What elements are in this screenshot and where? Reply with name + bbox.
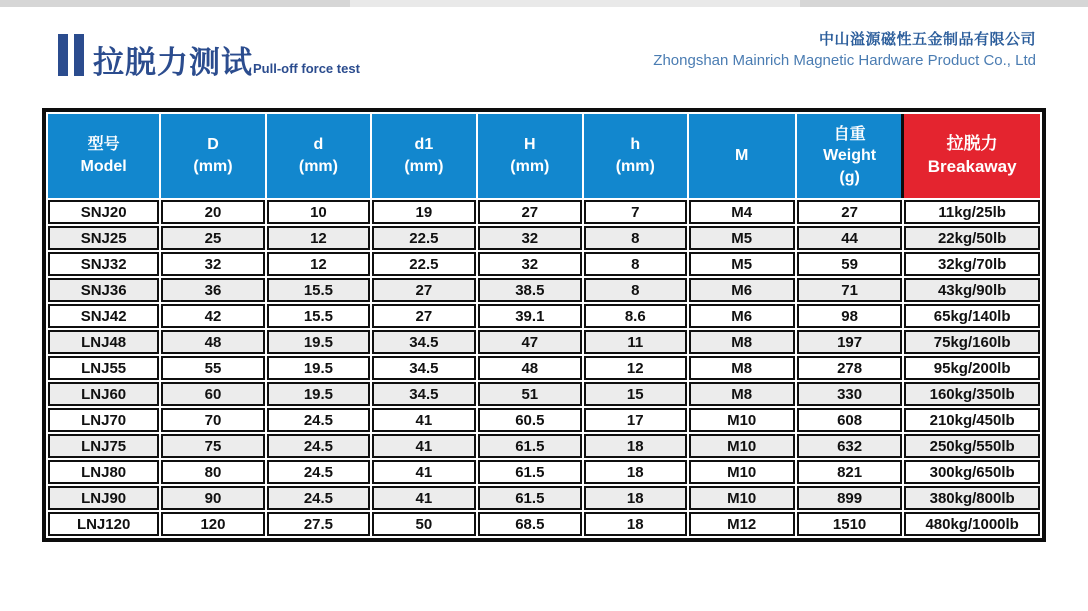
table-cell: 278	[797, 356, 902, 380]
company-block	[653, 22, 1036, 69]
model-cell: SNJ20	[48, 200, 159, 224]
table-cell: 821	[797, 460, 902, 484]
table-row	[48, 434, 1040, 458]
table-cell: 18	[584, 434, 686, 458]
table-cell: 17	[584, 408, 686, 432]
table-cell: 27	[372, 304, 475, 328]
col-header-d1	[372, 114, 475, 198]
col-header-D	[161, 114, 264, 198]
title-bar-icon	[74, 34, 84, 76]
table-cell: 32	[161, 252, 264, 276]
table-cell: 160kg/350lb	[904, 382, 1040, 406]
table-cell: 61.5	[478, 434, 582, 458]
table-cell: 480kg/1000lb	[904, 512, 1040, 536]
table-cell: 8	[584, 226, 686, 250]
table-cell: 34.5	[372, 356, 475, 380]
table-cell: 61.5	[478, 460, 582, 484]
table-cell: 80	[161, 460, 264, 484]
table-body	[48, 200, 1040, 536]
model-cell: LNJ120	[48, 512, 159, 536]
table-cell: 95kg/200lb	[904, 356, 1040, 380]
table-cell: 27	[478, 200, 582, 224]
header-line: 拉脱力	[946, 134, 998, 154]
table-cell: 47	[478, 330, 582, 354]
table-cell: 70	[161, 408, 264, 432]
table-cell: 330	[797, 382, 902, 406]
table-cell: 75	[161, 434, 264, 458]
table-cell: 34.5	[372, 382, 475, 406]
table-cell: 8.6	[584, 304, 686, 328]
table-cell: M5	[689, 252, 795, 276]
table-row	[48, 278, 1040, 302]
table-cell: 18	[584, 486, 686, 510]
table-cell: 59	[797, 252, 902, 276]
table-cell: 32	[478, 252, 582, 276]
header-line: D	[207, 136, 219, 154]
table-cell: 32kg/70lb	[904, 252, 1040, 276]
table-row	[48, 460, 1040, 484]
table-cell: M6	[689, 304, 795, 328]
table-row	[48, 330, 1040, 354]
header-line: M	[735, 147, 749, 165]
page-title: 拉脱力测试	[93, 45, 253, 80]
table-cell: 42	[161, 304, 264, 328]
table-cell: 20	[161, 200, 264, 224]
table-cell: 210kg/450lb	[904, 408, 1040, 432]
table-cell: 22.5	[372, 226, 475, 250]
col-header-weight	[797, 114, 902, 198]
top-edge-strip	[0, 0, 1088, 7]
col-header-breakaway	[904, 114, 1040, 198]
table-cell: 22.5	[372, 252, 475, 276]
col-header-H	[478, 114, 582, 198]
table-cell: 19.5	[267, 330, 370, 354]
table-row	[48, 252, 1040, 276]
header-line: 自重	[833, 125, 866, 143]
table-cell: 27	[797, 200, 902, 224]
table-row	[48, 512, 1040, 536]
table-cell: 632	[797, 434, 902, 458]
table-row	[48, 304, 1040, 328]
table-cell: 27.5	[267, 512, 370, 536]
top-edge-strip-light	[350, 0, 800, 7]
table-row	[48, 382, 1040, 406]
table-cell: 24.5	[267, 434, 370, 458]
table-cell: M5	[689, 226, 795, 250]
table-cell: 41	[372, 434, 475, 458]
table-cell: 48	[161, 330, 264, 354]
table-cell: 34.5	[372, 330, 475, 354]
table-cell: 197	[797, 330, 902, 354]
table-row	[48, 408, 1040, 432]
table-cell: 75kg/160lb	[904, 330, 1040, 354]
table-cell: 90	[161, 486, 264, 510]
table-cell: 51	[478, 382, 582, 406]
title-bar-icon	[58, 34, 68, 76]
table-cell: 48	[478, 356, 582, 380]
header-line: (mm)	[298, 158, 338, 175]
table-cell: M8	[689, 330, 795, 354]
table-cell: 65kg/140lb	[904, 304, 1040, 328]
table-cell: 8	[584, 252, 686, 276]
model-cell: SNJ42	[48, 304, 159, 328]
table-cell: 10	[267, 200, 370, 224]
header-line: d1	[414, 136, 434, 154]
table-cell: 11	[584, 330, 686, 354]
table-cell: 36	[161, 278, 264, 302]
table-cell: 61.5	[478, 486, 582, 510]
table-cell: 899	[797, 486, 902, 510]
table-cell: M4	[689, 200, 795, 224]
table-cell: M10	[689, 486, 795, 510]
model-cell: SNJ36	[48, 278, 159, 302]
header-line: (mm)	[615, 158, 655, 175]
spec-table-wrap	[42, 108, 1046, 542]
table-cell: 25	[161, 226, 264, 250]
company-name-cn: 中山溢源磁性五金制品有限公司	[818, 31, 1036, 48]
table-cell: 11kg/25lb	[904, 200, 1040, 224]
model-cell: LNJ90	[48, 486, 159, 510]
table-cell: 15.5	[267, 304, 370, 328]
col-header-M	[689, 114, 795, 198]
company-name-en: Zhongshan Mainrich Magnetic Hardware Product Co., Ltd	[653, 52, 1036, 69]
page-title-subtitle: Pull-off force test	[253, 61, 360, 76]
col-header-model	[48, 114, 159, 198]
table-cell: 15	[584, 382, 686, 406]
header-line: (g)	[839, 168, 860, 186]
header-line: (mm)	[510, 158, 550, 175]
header-line: h	[630, 136, 641, 154]
table-cell: 8	[584, 278, 686, 302]
header-line: H	[524, 136, 536, 154]
table-cell: 24.5	[267, 486, 370, 510]
table-row	[48, 226, 1040, 250]
table-cell: 38.5	[478, 278, 582, 302]
table-cell: 19.5	[267, 382, 370, 406]
header-row	[48, 114, 1040, 198]
header-line: 型号	[87, 136, 120, 154]
header-line: Weight	[823, 147, 877, 165]
table-cell: 12	[584, 356, 686, 380]
table-cell: 68.5	[478, 512, 582, 536]
table-cell: M8	[689, 382, 795, 406]
col-header-d	[267, 114, 370, 198]
table-cell: 71	[797, 278, 902, 302]
table-cell: 24.5	[267, 460, 370, 484]
table-cell: M10	[689, 460, 795, 484]
table-cell: 41	[372, 460, 475, 484]
table-cell: 98	[797, 304, 902, 328]
table-cell: 7	[584, 200, 686, 224]
col-header-h	[584, 114, 686, 198]
table-cell: 1510	[797, 512, 902, 536]
model-cell: LNJ55	[48, 356, 159, 380]
table-cell: M10	[689, 434, 795, 458]
table-cell: 44	[797, 226, 902, 250]
header-line: (mm)	[193, 158, 233, 175]
table-row	[48, 486, 1040, 510]
model-cell: SNJ32	[48, 252, 159, 276]
table-cell: 41	[372, 486, 475, 510]
table-cell: 27	[372, 278, 475, 302]
table-cell: 380kg/800lb	[904, 486, 1040, 510]
model-cell: LNJ48	[48, 330, 159, 354]
page-header	[58, 22, 1036, 78]
model-cell: LNJ60	[48, 382, 159, 406]
table-cell: M8	[689, 356, 795, 380]
spec-table	[42, 108, 1046, 542]
model-cell: SNJ25	[48, 226, 159, 250]
table-row	[48, 200, 1040, 224]
table-cell: 19	[372, 200, 475, 224]
table-cell: M12	[689, 512, 795, 536]
table-cell: 60	[161, 382, 264, 406]
table-cell: 32	[478, 226, 582, 250]
table-cell: 55	[161, 356, 264, 380]
title-bars-icon	[58, 34, 84, 76]
table-row	[48, 356, 1040, 380]
header-line: Model	[80, 158, 127, 175]
table-cell: 60.5	[478, 408, 582, 432]
table-cell: 120	[161, 512, 264, 536]
table-cell: 250kg/550lb	[904, 434, 1040, 458]
model-cell: LNJ80	[48, 460, 159, 484]
table-cell: M10	[689, 408, 795, 432]
header-line: d	[313, 136, 324, 154]
section-title	[58, 22, 360, 78]
table-head	[48, 114, 1040, 198]
table-cell: 18	[584, 512, 686, 536]
table-cell: 39.1	[478, 304, 582, 328]
model-cell: LNJ75	[48, 434, 159, 458]
header-line: Breakaway	[927, 157, 1017, 176]
table-cell: 41	[372, 408, 475, 432]
table-cell: 12	[267, 226, 370, 250]
table-cell: 18	[584, 460, 686, 484]
model-cell: LNJ70	[48, 408, 159, 432]
table-cell: 608	[797, 408, 902, 432]
table-cell: 300kg/650lb	[904, 460, 1040, 484]
table-cell: 24.5	[267, 408, 370, 432]
table-cell: 12	[267, 252, 370, 276]
table-cell: M6	[689, 278, 795, 302]
table-cell: 50	[372, 512, 475, 536]
table-cell: 19.5	[267, 356, 370, 380]
table-cell: 22kg/50lb	[904, 226, 1040, 250]
table-cell: 15.5	[267, 278, 370, 302]
header-line: (mm)	[404, 158, 444, 175]
table-cell: 43kg/90lb	[904, 278, 1040, 302]
